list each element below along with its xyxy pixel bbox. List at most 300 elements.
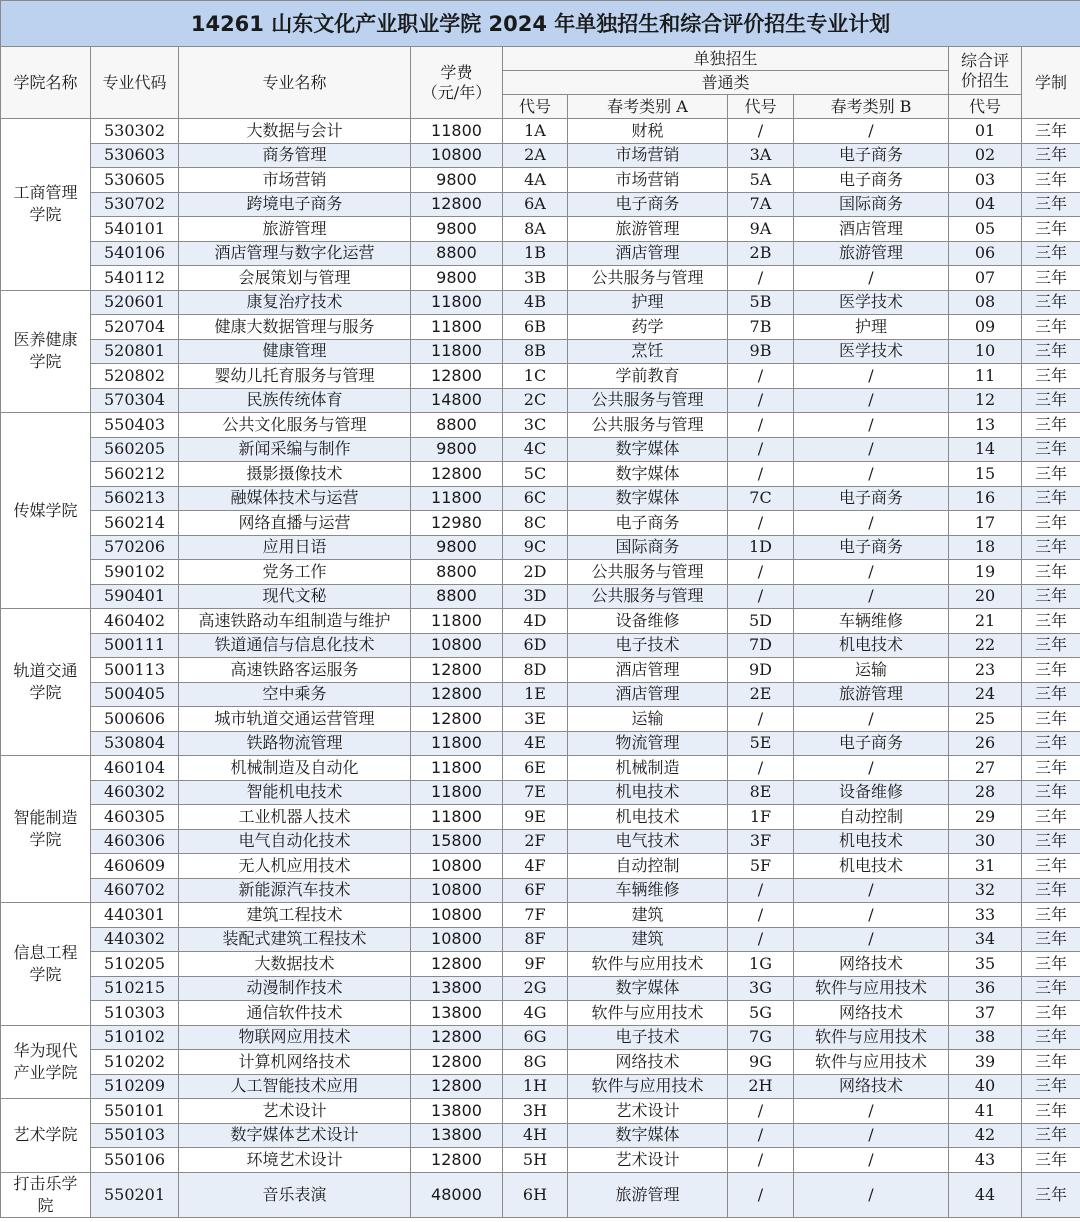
- category-a-cell: 物流管理: [568, 731, 728, 756]
- tuition-cell: 12800: [411, 364, 503, 389]
- category-a-cell: 烹饪: [568, 339, 728, 364]
- table-row: [1, 707, 1080, 732]
- table-row: [1, 290, 1080, 315]
- major-code-cell: 520802: [91, 364, 179, 389]
- code-a-cell: 4G: [503, 1001, 568, 1026]
- code-a-cell: 3D: [503, 584, 568, 609]
- major-code-cell: 460702: [91, 878, 179, 903]
- duration-cell: 三年: [1022, 707, 1080, 732]
- code-b-cell: 9D: [728, 658, 794, 683]
- major-name-cell: 康复治疗技术: [179, 290, 411, 315]
- category-a-cell: 数字媒体: [568, 976, 728, 1001]
- major-name-cell: 应用日语: [179, 535, 411, 560]
- category-b-cell: 电子商务: [794, 535, 949, 560]
- major-code-cell: 550101: [91, 1099, 179, 1124]
- tuition-cell: 11800: [411, 119, 503, 144]
- code-b-cell: 8E: [728, 780, 794, 805]
- major-name-cell: 跨境电子商务: [179, 192, 411, 217]
- major-name-cell: 数字媒体艺术设计: [179, 1123, 411, 1148]
- code-a-cell: 8A: [503, 217, 568, 242]
- major-code-cell: 550403: [91, 413, 179, 438]
- major-code-cell: 520801: [91, 339, 179, 364]
- duration-cell: 三年: [1022, 1025, 1080, 1050]
- major-code-cell: 500111: [91, 633, 179, 658]
- table-row: [1, 952, 1080, 977]
- code-a-cell: 2C: [503, 388, 568, 413]
- table-row: [1, 560, 1080, 585]
- category-b-cell: /: [794, 462, 949, 487]
- category-a-cell: 公共服务与管理: [568, 560, 728, 585]
- code-b-cell: 3F: [728, 829, 794, 854]
- major-code-cell: 460104: [91, 756, 179, 781]
- tuition-cell: 11800: [411, 339, 503, 364]
- code-a-cell: 4C: [503, 437, 568, 462]
- tuition-cell: 8800: [411, 584, 503, 609]
- duration-cell: 三年: [1022, 413, 1080, 438]
- table-row: [1, 511, 1080, 536]
- category-b-cell: /: [794, 511, 949, 536]
- tuition-cell: 10800: [411, 633, 503, 658]
- duration-cell: 三年: [1022, 486, 1080, 511]
- major-code-cell: 550106: [91, 1148, 179, 1173]
- category-a-cell: 电气技术: [568, 829, 728, 854]
- table-row: [1, 217, 1080, 242]
- duration-cell: 三年: [1022, 388, 1080, 413]
- major-code-cell: 530702: [91, 192, 179, 217]
- tuition-cell: 11800: [411, 780, 503, 805]
- major-code-cell: 530804: [91, 731, 179, 756]
- code-b-cell: 5D: [728, 609, 794, 634]
- major-name-cell: 铁路物流管理: [179, 731, 411, 756]
- tuition-cell: 12800: [411, 658, 503, 683]
- tuition-cell: 9800: [411, 437, 503, 462]
- table-row: [1, 878, 1080, 903]
- duration-cell: 三年: [1022, 780, 1080, 805]
- category-a-cell: 数字媒体: [568, 437, 728, 462]
- table-row: [1, 927, 1080, 952]
- header-major-name: 专业名称: [179, 47, 411, 119]
- code-a-cell: 1B: [503, 241, 568, 266]
- major-code-cell: 520704: [91, 315, 179, 340]
- category-a-cell: 艺术设计: [568, 1148, 728, 1173]
- header-major-code: 专业代码: [91, 47, 179, 119]
- major-code-cell: 570206: [91, 535, 179, 560]
- code-b-cell: /: [728, 511, 794, 536]
- category-b-cell: /: [794, 584, 949, 609]
- header-single-enrollment: 单独招生: [503, 47, 949, 71]
- code-b-cell: 7D: [728, 633, 794, 658]
- major-code-cell: 460609: [91, 854, 179, 879]
- category-a-cell: 机电技术: [568, 780, 728, 805]
- category-b-cell: 机电技术: [794, 829, 949, 854]
- code-b-cell: /: [728, 1099, 794, 1124]
- code-a-cell: 6C: [503, 486, 568, 511]
- tuition-cell: 12800: [411, 1050, 503, 1075]
- tuition-cell: 10800: [411, 878, 503, 903]
- table-row: [1, 339, 1080, 364]
- tuition-cell: 9800: [411, 217, 503, 242]
- category-a-cell: 建筑: [568, 927, 728, 952]
- category-b-cell: 电子商务: [794, 143, 949, 168]
- comp-code-cell: 35: [949, 952, 1022, 977]
- major-name-cell: 装配式建筑工程技术: [179, 927, 411, 952]
- code-b-cell: /: [728, 707, 794, 732]
- category-a-cell: 网络技术: [568, 1050, 728, 1075]
- code-a-cell: 1A: [503, 119, 568, 144]
- table-row: [1, 682, 1080, 707]
- category-a-cell: 公共服务与管理: [568, 584, 728, 609]
- page-title: 14261 山东文化产业职业学院 2024 年单独招生和综合评价招生专业计划: [1, 1, 1080, 47]
- comp-code-cell: 09: [949, 315, 1022, 340]
- tuition-cell: 12800: [411, 952, 503, 977]
- category-a-cell: 市场营销: [568, 168, 728, 193]
- duration-cell: 三年: [1022, 976, 1080, 1001]
- major-name-cell: 无人机应用技术: [179, 854, 411, 879]
- major-code-cell: 540112: [91, 266, 179, 291]
- table-row: [1, 829, 1080, 854]
- duration-cell: 三年: [1022, 535, 1080, 560]
- major-code-cell: 590401: [91, 584, 179, 609]
- comp-code-cell: 14: [949, 437, 1022, 462]
- category-b-cell: 机电技术: [794, 854, 949, 879]
- table-row: [1, 192, 1080, 217]
- major-name-cell: 工业机器人技术: [179, 805, 411, 830]
- tuition-cell: 8800: [411, 241, 503, 266]
- code-b-cell: /: [728, 927, 794, 952]
- comp-code-cell: 13: [949, 413, 1022, 438]
- table-row: [1, 633, 1080, 658]
- tuition-cell: 12800: [411, 462, 503, 487]
- category-b-cell: 护理: [794, 315, 949, 340]
- tuition-cell: 10800: [411, 903, 503, 928]
- comp-code-cell: 12: [949, 388, 1022, 413]
- tuition-cell: 13800: [411, 1001, 503, 1026]
- major-code-cell: 540106: [91, 241, 179, 266]
- duration-cell: 三年: [1022, 1001, 1080, 1026]
- category-a-cell: 旅游管理: [568, 217, 728, 242]
- major-name-cell: 建筑工程技术: [179, 903, 411, 928]
- comp-code-cell: 11: [949, 364, 1022, 389]
- comp-code-cell: 25: [949, 707, 1022, 732]
- college-name-cell: 工商管理 学院: [1, 119, 91, 291]
- code-b-cell: 3A: [728, 143, 794, 168]
- major-code-cell: 440302: [91, 927, 179, 952]
- category-b-cell: /: [794, 927, 949, 952]
- comp-code-cell: 26: [949, 731, 1022, 756]
- category-a-cell: 电子商务: [568, 192, 728, 217]
- table-row: [1, 1099, 1080, 1124]
- major-code-cell: 460402: [91, 609, 179, 634]
- category-a-cell: 运输: [568, 707, 728, 732]
- category-a-cell: 数字媒体: [568, 1123, 728, 1148]
- table-row: [1, 315, 1080, 340]
- category-a-cell: 数字媒体: [568, 486, 728, 511]
- code-b-cell: 7A: [728, 192, 794, 217]
- tuition-cell: 15800: [411, 829, 503, 854]
- comp-code-cell: 10: [949, 339, 1022, 364]
- table-row: [1, 731, 1080, 756]
- category-b-cell: /: [794, 903, 949, 928]
- tuition-cell: 9800: [411, 168, 503, 193]
- code-a-cell: 9F: [503, 952, 568, 977]
- code-b-cell: /: [728, 584, 794, 609]
- category-b-cell: 自动控制: [794, 805, 949, 830]
- code-a-cell: 6D: [503, 633, 568, 658]
- major-name-cell: 摄影摄像技术: [179, 462, 411, 487]
- major-code-cell: 560205: [91, 437, 179, 462]
- code-a-cell: 6A: [503, 192, 568, 217]
- header-comp-code: 代号: [949, 95, 1022, 119]
- comp-code-cell: 23: [949, 658, 1022, 683]
- header-code-b: 代号: [728, 95, 794, 119]
- code-b-cell: /: [728, 560, 794, 585]
- code-b-cell: 3G: [728, 976, 794, 1001]
- header-fee: 学费 （元/年）: [411, 47, 503, 119]
- duration-cell: 三年: [1022, 266, 1080, 291]
- major-name-cell: 公共文化服务与管理: [179, 413, 411, 438]
- major-name-cell: 市场营销: [179, 168, 411, 193]
- code-b-cell: /: [728, 756, 794, 781]
- tuition-cell: 11800: [411, 805, 503, 830]
- comp-code-cell: 38: [949, 1025, 1022, 1050]
- table-row: [1, 462, 1080, 487]
- category-b-cell: /: [794, 1172, 949, 1217]
- code-a-cell: 4A: [503, 168, 568, 193]
- code-a-cell: 2A: [503, 143, 568, 168]
- major-name-cell: 婴幼儿托育服务与管理: [179, 364, 411, 389]
- category-a-cell: 市场营销: [568, 143, 728, 168]
- code-b-cell: 7C: [728, 486, 794, 511]
- category-a-cell: 药学: [568, 315, 728, 340]
- college-name-cell: 传媒学院: [1, 413, 91, 609]
- code-a-cell: 7F: [503, 903, 568, 928]
- code-a-cell: 2G: [503, 976, 568, 1001]
- major-name-cell: 机械制造及自动化: [179, 756, 411, 781]
- category-a-cell: 公共服务与管理: [568, 413, 728, 438]
- duration-cell: 三年: [1022, 903, 1080, 928]
- code-b-cell: 9A: [728, 217, 794, 242]
- comp-code-cell: 15: [949, 462, 1022, 487]
- code-b-cell: /: [728, 1148, 794, 1173]
- duration-cell: 三年: [1022, 1148, 1080, 1173]
- duration-cell: 三年: [1022, 315, 1080, 340]
- category-b-cell: /: [794, 560, 949, 585]
- duration-cell: 三年: [1022, 756, 1080, 781]
- code-a-cell: 9E: [503, 805, 568, 830]
- category-a-cell: 机电技术: [568, 805, 728, 830]
- table-row: [1, 658, 1080, 683]
- code-b-cell: 5A: [728, 168, 794, 193]
- major-name-cell: 艺术设计: [179, 1099, 411, 1124]
- comp-code-cell: 31: [949, 854, 1022, 879]
- code-a-cell: 6G: [503, 1025, 568, 1050]
- table-row: [1, 388, 1080, 413]
- table-row: [1, 413, 1080, 438]
- tuition-cell: 11800: [411, 315, 503, 340]
- category-b-cell: /: [794, 266, 949, 291]
- duration-cell: 三年: [1022, 584, 1080, 609]
- comp-code-cell: 40: [949, 1074, 1022, 1099]
- category-b-cell: 设备维修: [794, 780, 949, 805]
- comp-code-cell: 24: [949, 682, 1022, 707]
- tuition-cell: 13800: [411, 1099, 503, 1124]
- tuition-cell: 13800: [411, 976, 503, 1001]
- tuition-cell: 11800: [411, 290, 503, 315]
- category-a-cell: 设备维修: [568, 609, 728, 634]
- category-b-cell: 电子商务: [794, 168, 949, 193]
- category-a-cell: 电子技术: [568, 633, 728, 658]
- code-a-cell: 8B: [503, 339, 568, 364]
- major-name-cell: 城市轨道交通运营管理: [179, 707, 411, 732]
- header-general: 普通类: [503, 71, 949, 95]
- table-row: [1, 976, 1080, 1001]
- code-a-cell: 3E: [503, 707, 568, 732]
- code-a-cell: 1E: [503, 682, 568, 707]
- duration-cell: 三年: [1022, 462, 1080, 487]
- code-a-cell: 6B: [503, 315, 568, 340]
- tuition-cell: 12800: [411, 707, 503, 732]
- code-b-cell: /: [728, 364, 794, 389]
- category-a-cell: 酒店管理: [568, 241, 728, 266]
- major-name-cell: 铁道通信与信息化技术: [179, 633, 411, 658]
- tuition-cell: 11800: [411, 609, 503, 634]
- duration-cell: 三年: [1022, 805, 1080, 830]
- duration-cell: 三年: [1022, 217, 1080, 242]
- code-b-cell: /: [728, 388, 794, 413]
- header-code-a: 代号: [503, 95, 568, 119]
- major-name-cell: 健康大数据管理与服务: [179, 315, 411, 340]
- major-name-cell: 音乐表演: [179, 1172, 411, 1217]
- code-a-cell: 4B: [503, 290, 568, 315]
- code-a-cell: 3H: [503, 1099, 568, 1124]
- comp-code-cell: 02: [949, 143, 1022, 168]
- college-name-cell: 打击乐学 院: [1, 1172, 91, 1217]
- category-a-cell: 建筑: [568, 903, 728, 928]
- major-code-cell: 500606: [91, 707, 179, 732]
- category-b-cell: /: [794, 388, 949, 413]
- table-row: [1, 584, 1080, 609]
- code-a-cell: 4D: [503, 609, 568, 634]
- tuition-cell: 13800: [411, 1123, 503, 1148]
- comp-code-cell: 33: [949, 903, 1022, 928]
- duration-cell: 三年: [1022, 168, 1080, 193]
- major-name-cell: 会展策划与管理: [179, 266, 411, 291]
- category-a-cell: 酒店管理: [568, 658, 728, 683]
- category-b-cell: 旅游管理: [794, 241, 949, 266]
- category-a-cell: 学前教育: [568, 364, 728, 389]
- category-b-cell: 酒店管理: [794, 217, 949, 242]
- comp-code-cell: 04: [949, 192, 1022, 217]
- code-b-cell: 2E: [728, 682, 794, 707]
- comp-code-cell: 34: [949, 927, 1022, 952]
- header-college: 学院名称: [1, 47, 91, 119]
- category-a-cell: 公共服务与管理: [568, 388, 728, 413]
- category-b-cell: 电子商务: [794, 731, 949, 756]
- tuition-cell: 11800: [411, 731, 503, 756]
- major-code-cell: 460305: [91, 805, 179, 830]
- category-b-cell: 软件与应用技术: [794, 976, 949, 1001]
- comp-code-cell: 41: [949, 1099, 1022, 1124]
- code-b-cell: 1G: [728, 952, 794, 977]
- comp-code-cell: 19: [949, 560, 1022, 585]
- duration-cell: 三年: [1022, 143, 1080, 168]
- major-name-cell: 健康管理: [179, 339, 411, 364]
- duration-cell: 三年: [1022, 731, 1080, 756]
- comp-code-cell: 08: [949, 290, 1022, 315]
- category-a-cell: 软件与应用技术: [568, 1074, 728, 1099]
- category-b-cell: 机电技术: [794, 633, 949, 658]
- comp-code-cell: 37: [949, 1001, 1022, 1026]
- duration-cell: 三年: [1022, 290, 1080, 315]
- duration-cell: 三年: [1022, 1099, 1080, 1124]
- category-a-cell: 车辆维修: [568, 878, 728, 903]
- category-a-cell: 软件与应用技术: [568, 1001, 728, 1026]
- duration-cell: 三年: [1022, 609, 1080, 634]
- code-a-cell: 9C: [503, 535, 568, 560]
- category-a-cell: 电子技术: [568, 1025, 728, 1050]
- code-a-cell: 4H: [503, 1123, 568, 1148]
- major-name-cell: 物联网应用技术: [179, 1025, 411, 1050]
- comp-code-cell: 42: [949, 1123, 1022, 1148]
- category-b-cell: /: [794, 707, 949, 732]
- major-code-cell: 540101: [91, 217, 179, 242]
- major-name-cell: 空中乘务: [179, 682, 411, 707]
- category-b-cell: /: [794, 1123, 949, 1148]
- comp-code-cell: 44: [949, 1172, 1022, 1217]
- major-code-cell: 460302: [91, 780, 179, 805]
- code-b-cell: 9G: [728, 1050, 794, 1075]
- major-name-cell: 民族传统体育: [179, 388, 411, 413]
- duration-cell: 三年: [1022, 511, 1080, 536]
- duration-cell: 三年: [1022, 658, 1080, 683]
- table-row: [1, 1123, 1080, 1148]
- comp-code-cell: 36: [949, 976, 1022, 1001]
- comp-code-cell: 18: [949, 535, 1022, 560]
- major-code-cell: 440301: [91, 903, 179, 928]
- header-category-b: 春考类别 B: [794, 95, 949, 119]
- category-b-cell: /: [794, 756, 949, 781]
- category-b-cell: 电子商务: [794, 486, 949, 511]
- comp-code-cell: 01: [949, 119, 1022, 144]
- duration-cell: 三年: [1022, 633, 1080, 658]
- code-b-cell: /: [728, 878, 794, 903]
- major-code-cell: 460306: [91, 829, 179, 854]
- duration-cell: 三年: [1022, 437, 1080, 462]
- category-a-cell: 公共服务与管理: [568, 266, 728, 291]
- category-b-cell: /: [794, 437, 949, 462]
- duration-cell: 三年: [1022, 878, 1080, 903]
- code-a-cell: 6E: [503, 756, 568, 781]
- table-row: [1, 364, 1080, 389]
- header-duration: 学制: [1022, 47, 1080, 119]
- major-name-cell: 网络直播与运营: [179, 511, 411, 536]
- major-name-cell: 高速铁路动车组制造与维护: [179, 609, 411, 634]
- category-a-cell: 自动控制: [568, 854, 728, 879]
- code-a-cell: 1H: [503, 1074, 568, 1099]
- tuition-cell: 48000: [411, 1172, 503, 1217]
- category-b-cell: 网络技术: [794, 1074, 949, 1099]
- category-b-cell: 网络技术: [794, 952, 949, 977]
- major-code-cell: 560212: [91, 462, 179, 487]
- college-name-cell: 信息工程 学院: [1, 903, 91, 1026]
- table-row: [1, 1172, 1080, 1217]
- table-row: [1, 241, 1080, 266]
- code-a-cell: 2D: [503, 560, 568, 585]
- category-a-cell: 财税: [568, 119, 728, 144]
- major-name-cell: 新闻采编与制作: [179, 437, 411, 462]
- major-name-cell: 高速铁路客运服务: [179, 658, 411, 683]
- comp-code-cell: 21: [949, 609, 1022, 634]
